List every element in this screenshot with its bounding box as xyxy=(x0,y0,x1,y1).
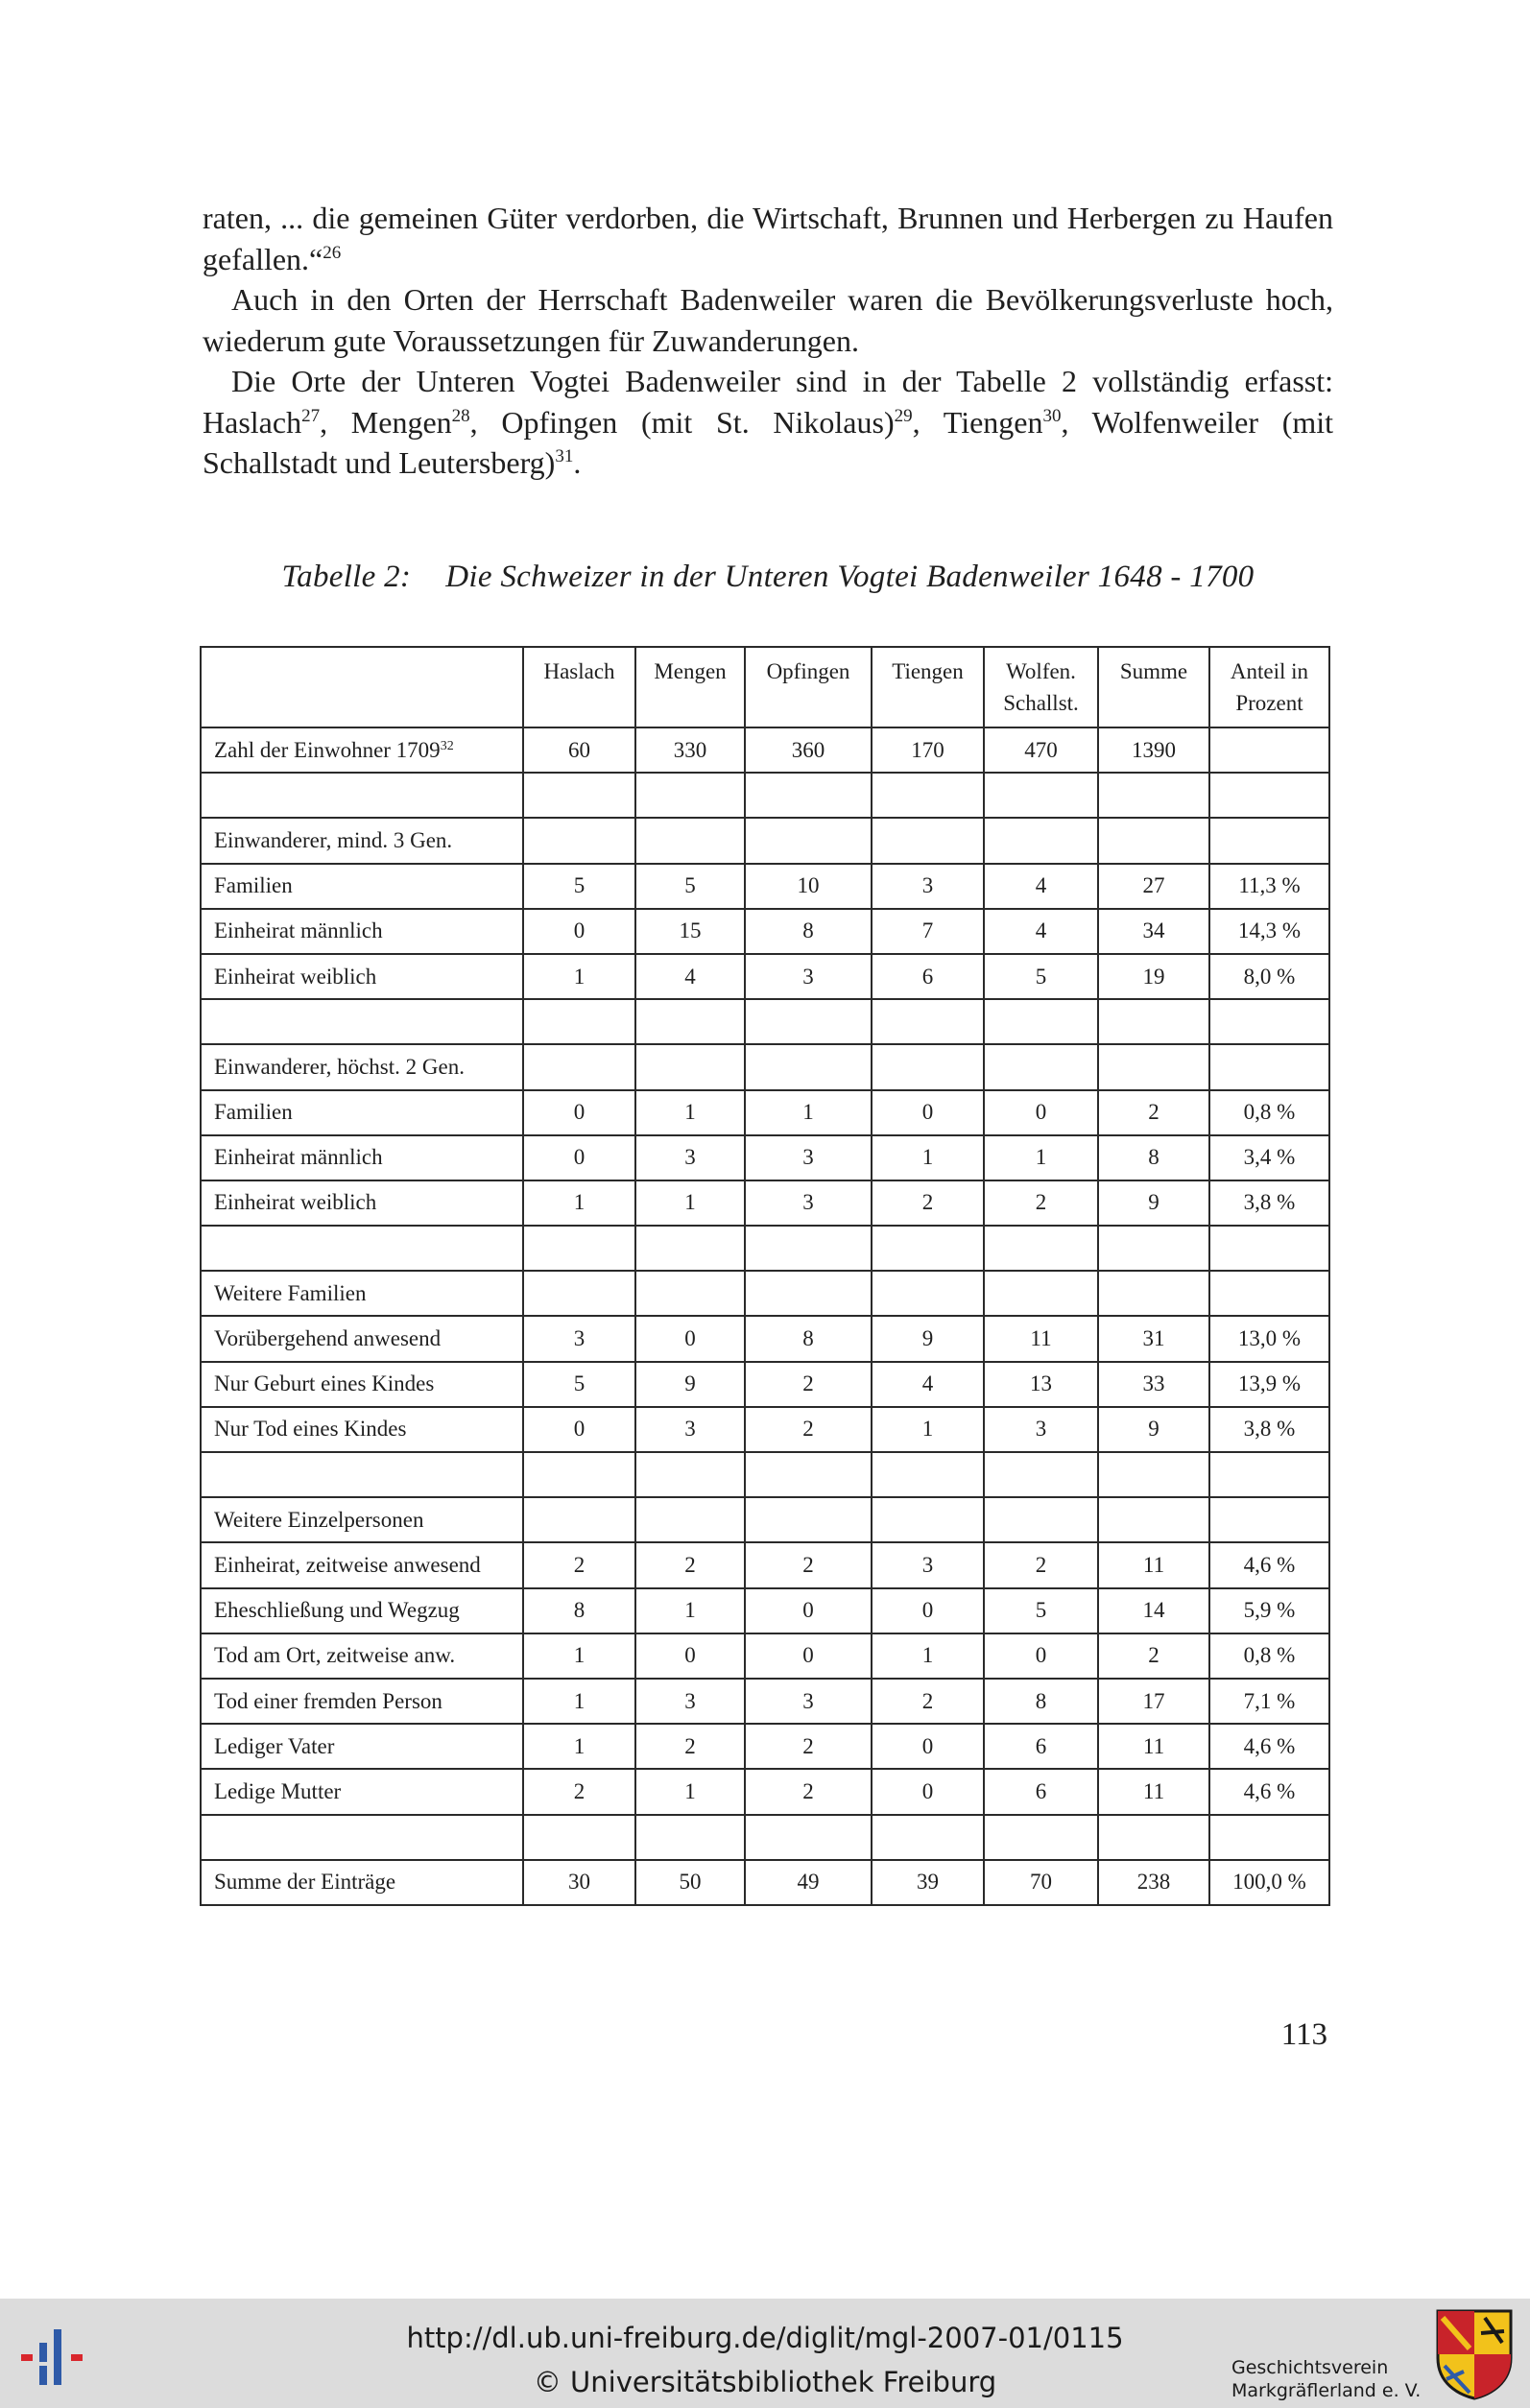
table-cell: 0 xyxy=(984,1633,1098,1679)
table-cell xyxy=(745,1271,872,1316)
table-cell xyxy=(1098,818,1209,863)
table-cell xyxy=(1209,818,1329,863)
table-cell: 3 xyxy=(745,954,872,999)
table-cell: 3,8 % xyxy=(1209,1180,1329,1226)
table-row xyxy=(201,1633,1329,1679)
table-cell xyxy=(984,1497,1098,1542)
table-cell: 4,6 % xyxy=(1209,1724,1329,1769)
table-cell: 1 xyxy=(523,1633,635,1679)
table-cell xyxy=(1098,1044,1209,1089)
table-cell: 3,4 % xyxy=(1209,1135,1329,1180)
table-cell: 11 xyxy=(1098,1724,1209,1769)
table-cell: 8 xyxy=(1098,1135,1209,1180)
table-cell: 0 xyxy=(872,1769,984,1814)
table-cell: 1 xyxy=(523,954,635,999)
table-body xyxy=(201,727,1329,1905)
table-cell: 13,9 % xyxy=(1209,1362,1329,1407)
table-cell: 11 xyxy=(984,1316,1098,1361)
footer-bar xyxy=(0,2299,1530,2408)
table-cell: 4 xyxy=(635,954,745,999)
table-cell: 2 xyxy=(523,1769,635,1814)
table-cell xyxy=(1209,1271,1329,1316)
table-cell xyxy=(984,999,1098,1044)
table-cell xyxy=(872,818,984,863)
table-cell: 9 xyxy=(1098,1180,1209,1226)
table-cell: 3 xyxy=(984,1407,1098,1452)
table-cell: 3 xyxy=(872,1542,984,1587)
table-cell: 2 xyxy=(984,1542,1098,1587)
row-label: Zahl der Einwohner 1709$^{32}$ xyxy=(201,727,523,773)
table-cell xyxy=(1098,773,1209,818)
table-cell: 33 xyxy=(1098,1362,1209,1407)
table-cell: 0 xyxy=(872,1588,984,1633)
row-label: Tod einer fremden Person xyxy=(201,1679,523,1724)
row-label: Einheirat weiblich xyxy=(201,954,523,999)
table-cell: 11,3 % xyxy=(1209,864,1329,909)
table-cell xyxy=(745,1497,872,1542)
table-cell: 4,6 % xyxy=(1209,1769,1329,1814)
table-row xyxy=(201,1180,1329,1226)
table-cell: 1 xyxy=(872,1135,984,1180)
table-cell xyxy=(635,1815,745,1860)
row-label: Einheirat weiblich xyxy=(201,1180,523,1226)
table-cell: 1390 xyxy=(1098,727,1209,773)
table-row xyxy=(201,818,1329,863)
table-row xyxy=(201,1226,1329,1271)
table-cell: 30 xyxy=(523,1860,635,1905)
table-cell: 0 xyxy=(872,1090,984,1135)
table-cell: 360 xyxy=(745,727,872,773)
header-cell: Haslach xyxy=(523,647,635,727)
table-cell: 0,8 % xyxy=(1209,1090,1329,1135)
table-header-row xyxy=(201,647,1329,727)
row-label: Einheirat männlich xyxy=(201,909,523,954)
header-cell: Summe xyxy=(1098,647,1209,727)
table-cell: 1 xyxy=(872,1633,984,1679)
table-cell: 0 xyxy=(872,1724,984,1769)
table-cell: 49 xyxy=(745,1860,872,1905)
table-cell xyxy=(1209,773,1329,818)
footnote-ref: 30 xyxy=(1042,405,1062,426)
table-cell xyxy=(523,818,635,863)
table-cell: 3 xyxy=(635,1407,745,1452)
table-cell: 8 xyxy=(745,909,872,954)
footnote-ref: 32 xyxy=(440,738,454,753)
table-cell: 2 xyxy=(523,1542,635,1587)
table-cell: 6 xyxy=(984,1769,1098,1814)
table-cell: 3 xyxy=(872,864,984,909)
table-cell xyxy=(872,999,984,1044)
table-cell: 11 xyxy=(1098,1542,1209,1587)
row-label: Eheschließung und Wegzug xyxy=(201,1588,523,1633)
table-cell: 11 xyxy=(1098,1769,1209,1814)
table-cell: 7 xyxy=(872,909,984,954)
table-cell xyxy=(984,1452,1098,1497)
table-cell: 9 xyxy=(872,1316,984,1361)
table-row xyxy=(201,1542,1329,1587)
table-cell: 2 xyxy=(745,1542,872,1587)
table-cell: 39 xyxy=(872,1860,984,1905)
table-cell xyxy=(984,818,1098,863)
table-cell: 8 xyxy=(745,1316,872,1361)
table-cell: 1 xyxy=(635,1180,745,1226)
row-label: Einwanderer, höchst. 2 Gen. xyxy=(201,1044,523,1089)
table-cell: 7,1 % xyxy=(1209,1679,1329,1724)
row-label xyxy=(201,1226,523,1271)
table-cell: 4 xyxy=(984,909,1098,954)
table-cell: 0 xyxy=(523,1407,635,1452)
table-cell xyxy=(872,1044,984,1089)
table-cell: 5 xyxy=(984,954,1098,999)
table-cell: 330 xyxy=(635,727,745,773)
table-cell xyxy=(984,1226,1098,1271)
footnote-ref: 31 xyxy=(555,446,574,466)
data-table xyxy=(200,646,1330,1906)
table-row xyxy=(201,1815,1329,1860)
table-cell: 2 xyxy=(745,1769,872,1814)
table-cell: 5 xyxy=(635,864,745,909)
table-cell: 3 xyxy=(635,1135,745,1180)
table-row xyxy=(201,1090,1329,1135)
table-cell xyxy=(523,1815,635,1860)
table-cell xyxy=(872,1226,984,1271)
header-cell xyxy=(201,647,523,727)
table-cell xyxy=(523,999,635,1044)
row-label: Summe der Einträge xyxy=(201,1860,523,1905)
table-cell xyxy=(1098,1497,1209,1542)
table-cell: 5 xyxy=(523,864,635,909)
table-cell: 0 xyxy=(523,909,635,954)
table-cell: 14 xyxy=(1098,1588,1209,1633)
footnote-ref: 28 xyxy=(451,405,470,426)
body-text xyxy=(203,198,1333,484)
row-label: Weitere Familien xyxy=(201,1271,523,1316)
table-cell: 0,8 % xyxy=(1209,1633,1329,1679)
table-cell: 3 xyxy=(745,1135,872,1180)
table-cell: 6 xyxy=(872,954,984,999)
table-cell: 2 xyxy=(635,1542,745,1587)
row-label: Einwanderer, mind. 3 Gen. xyxy=(201,818,523,863)
table-cell xyxy=(984,1044,1098,1089)
table-row xyxy=(201,1407,1329,1452)
table-cell: 0 xyxy=(745,1633,872,1679)
coat-of-arms-icon xyxy=(1435,2308,1514,2400)
table-cell xyxy=(745,999,872,1044)
table-cell: 470 xyxy=(984,727,1098,773)
table-cell: 13 xyxy=(984,1362,1098,1407)
table-cell xyxy=(635,1044,745,1089)
table-row xyxy=(201,1362,1329,1407)
table-cell: 100,0 % xyxy=(1209,1860,1329,1905)
table-cell xyxy=(523,773,635,818)
row-label xyxy=(201,1452,523,1497)
row-label: Einheirat, zeitweise anwesend xyxy=(201,1542,523,1587)
row-label: Einheirat männlich xyxy=(201,1135,523,1180)
caption-label: Tabelle 2: xyxy=(281,560,412,594)
table-cell: 8 xyxy=(984,1679,1098,1724)
table-cell xyxy=(745,1044,872,1089)
table-cell: 4 xyxy=(984,864,1098,909)
table-cell xyxy=(984,1815,1098,1860)
table-cell: 2 xyxy=(635,1724,745,1769)
table-cell: 1 xyxy=(745,1090,872,1135)
table-cell: 3 xyxy=(745,1180,872,1226)
table-row xyxy=(201,773,1329,818)
table-cell xyxy=(872,1497,984,1542)
table-cell xyxy=(635,818,745,863)
table-cell xyxy=(1098,1452,1209,1497)
table-cell: 0 xyxy=(745,1588,872,1633)
table-cell xyxy=(1209,1226,1329,1271)
table-cell: 3,8 % xyxy=(1209,1407,1329,1452)
table-cell: 1 xyxy=(635,1588,745,1633)
table-cell xyxy=(1098,1271,1209,1316)
table-cell: 2 xyxy=(745,1407,872,1452)
table-cell: 4 xyxy=(872,1362,984,1407)
table-cell xyxy=(745,773,872,818)
header-cell: Tiengen xyxy=(872,647,984,727)
table-cell: 2 xyxy=(872,1679,984,1724)
table-cell: 70 xyxy=(984,1860,1098,1905)
footer-url-link[interactable]: http://dl.ub.uni-freiburg.de/diglit/mgl-2007-01/0115 xyxy=(406,2322,1124,2354)
paragraph-3: Die Orte der Unteren Vogtei Badenweiler sind in der Tabelle 2 vollständig erfasst: Haslach$^{27}$, Mengen$^{28}$, Opfingen (mit St. Nikolaus)$^{29}$, Tiengen$^{30}$, Wolfenweiler (mit Schallstadt und Leutersberg)$^{31}$. xyxy=(203,364,1334,480)
table-cell: 0 xyxy=(635,1316,745,1361)
table-row xyxy=(201,999,1329,1044)
table-row xyxy=(201,1135,1329,1180)
table-cell xyxy=(745,818,872,863)
table-cell xyxy=(872,1271,984,1316)
table-cell: 1 xyxy=(523,1679,635,1724)
table-row xyxy=(201,1679,1329,1724)
table-cell xyxy=(745,1452,872,1497)
table-cell xyxy=(1209,1044,1329,1089)
table-row xyxy=(201,1497,1329,1542)
table-row xyxy=(201,1724,1329,1769)
table-cell: 4,6 % xyxy=(1209,1542,1329,1587)
table-cell: 2 xyxy=(872,1180,984,1226)
paragraph-2: Auch in den Orten der Herrschaft Badenweiler waren die Bevölkerungsverluste hoch, wiederum gute Voraussetzungen für Zuwanderungen. xyxy=(203,282,1333,358)
table-cell: 3 xyxy=(635,1679,745,1724)
table-cell xyxy=(1209,1497,1329,1542)
table-row xyxy=(201,1452,1329,1497)
footer-copyright: © Universitätsbibliothek Freiburg xyxy=(533,2366,997,2398)
table-cell xyxy=(523,1271,635,1316)
table-cell xyxy=(984,773,1098,818)
table-cell xyxy=(1098,1226,1209,1271)
table-cell: 238 xyxy=(1098,1860,1209,1905)
table-cell xyxy=(1098,999,1209,1044)
table-cell: 10 xyxy=(745,864,872,909)
table-cell: 27 xyxy=(1098,864,1209,909)
table-cell: 1 xyxy=(635,1769,745,1814)
table-row xyxy=(201,1044,1329,1089)
table-cell: 19 xyxy=(1098,954,1209,999)
table-row xyxy=(201,1271,1329,1316)
table-cell: 1 xyxy=(872,1407,984,1452)
table-cell xyxy=(1209,1815,1329,1860)
table-cell xyxy=(635,999,745,1044)
table-cell: 15 xyxy=(635,909,745,954)
table-cell: 3 xyxy=(523,1316,635,1361)
table-cell: 1 xyxy=(984,1135,1098,1180)
table-caption xyxy=(0,560,1530,595)
row-label: Ledige Mutter xyxy=(201,1769,523,1814)
row-label xyxy=(201,999,523,1044)
table-cell xyxy=(523,1497,635,1542)
row-label: Weitere Einzelpersonen xyxy=(201,1497,523,1542)
table-cell: 2 xyxy=(745,1724,872,1769)
table-cell xyxy=(1209,999,1329,1044)
table-row xyxy=(201,954,1329,999)
table-cell: 2 xyxy=(1098,1090,1209,1135)
table-row xyxy=(201,727,1329,773)
caption-title: Die Schweizer in der Unteren Vogtei Badenweiler 1648 - 1700 xyxy=(445,560,1255,594)
table-cell xyxy=(523,1044,635,1089)
table-cell: 1 xyxy=(523,1724,635,1769)
table-row xyxy=(201,909,1329,954)
page-number: 113 xyxy=(1280,2017,1327,2052)
table-cell: 5 xyxy=(984,1588,1098,1633)
table-row xyxy=(201,864,1329,909)
table-row xyxy=(201,1316,1329,1361)
row-label: Nur Tod eines Kindes xyxy=(201,1407,523,1452)
table-cell xyxy=(523,1226,635,1271)
table-cell: 0 xyxy=(635,1633,745,1679)
footnote-ref: 27 xyxy=(301,405,321,426)
footnote-ref: 29 xyxy=(894,405,913,426)
table-cell xyxy=(523,1452,635,1497)
row-label: Vorübergehend anwesend xyxy=(201,1316,523,1361)
table-cell: 2 xyxy=(745,1362,872,1407)
table-cell: 50 xyxy=(635,1860,745,1905)
table-cell xyxy=(635,1226,745,1271)
table-cell: 3 xyxy=(745,1679,872,1724)
table-cell: 17 xyxy=(1098,1679,1209,1724)
table-cell: 13,0 % xyxy=(1209,1316,1329,1361)
table-row xyxy=(201,1860,1329,1905)
table-cell: 8 xyxy=(523,1588,635,1633)
verein-name: Geschichtsverein Markgräflerland e. V. xyxy=(1231,2357,1422,2401)
table-cell: 34 xyxy=(1098,909,1209,954)
header-cell: Anteil in Prozent xyxy=(1209,647,1329,727)
row-label: Familien xyxy=(201,1090,523,1135)
table-cell xyxy=(635,773,745,818)
table-cell xyxy=(635,1452,745,1497)
table-cell xyxy=(1209,727,1329,773)
table-cell xyxy=(872,1815,984,1860)
table-cell xyxy=(872,1452,984,1497)
row-label: Tod am Ort, zeitweise anw. xyxy=(201,1633,523,1679)
header-cell: Mengen xyxy=(635,647,745,727)
table-cell: 14,3 % xyxy=(1209,909,1329,954)
paragraph-1: raten, ... die gemeinen Güter verdorben, die Wirtschaft, Brunnen und Herbergen zu Haufen gefallen.“$^{26}$ xyxy=(203,201,1333,276)
table-cell: 170 xyxy=(872,727,984,773)
table-cell: 0 xyxy=(984,1090,1098,1135)
footnote-ref: 26 xyxy=(323,242,342,263)
table-cell xyxy=(1098,1815,1209,1860)
table-cell: 60 xyxy=(523,727,635,773)
table-cell: 8,0 % xyxy=(1209,954,1329,999)
table-cell xyxy=(745,1815,872,1860)
row-label: Familien xyxy=(201,864,523,909)
table-cell xyxy=(745,1226,872,1271)
table-cell: 1 xyxy=(523,1180,635,1226)
table-cell: 0 xyxy=(523,1090,635,1135)
table-cell: 2 xyxy=(984,1180,1098,1226)
table-cell: 5 xyxy=(523,1362,635,1407)
table-cell xyxy=(1209,1452,1329,1497)
table-cell: 9 xyxy=(1098,1407,1209,1452)
row-label: Nur Geburt eines Kindes xyxy=(201,1362,523,1407)
table-cell: 1 xyxy=(635,1090,745,1135)
table-cell: 0 xyxy=(523,1135,635,1180)
header-cell: Opfingen xyxy=(745,647,872,727)
row-label xyxy=(201,773,523,818)
table-row xyxy=(201,1769,1329,1814)
table-cell xyxy=(635,1497,745,1542)
table-cell: 9 xyxy=(635,1362,745,1407)
row-label xyxy=(201,1815,523,1860)
table-cell: 6 xyxy=(984,1724,1098,1769)
table-cell xyxy=(635,1271,745,1316)
table-cell xyxy=(872,773,984,818)
table-cell: 31 xyxy=(1098,1316,1209,1361)
table-cell xyxy=(984,1271,1098,1316)
table-cell: 2 xyxy=(1098,1633,1209,1679)
header-cell: Wolfen. Schallst. xyxy=(984,647,1098,727)
table-row xyxy=(201,1588,1329,1633)
table-cell: 5,9 % xyxy=(1209,1588,1329,1633)
row-label: Lediger Vater xyxy=(201,1724,523,1769)
